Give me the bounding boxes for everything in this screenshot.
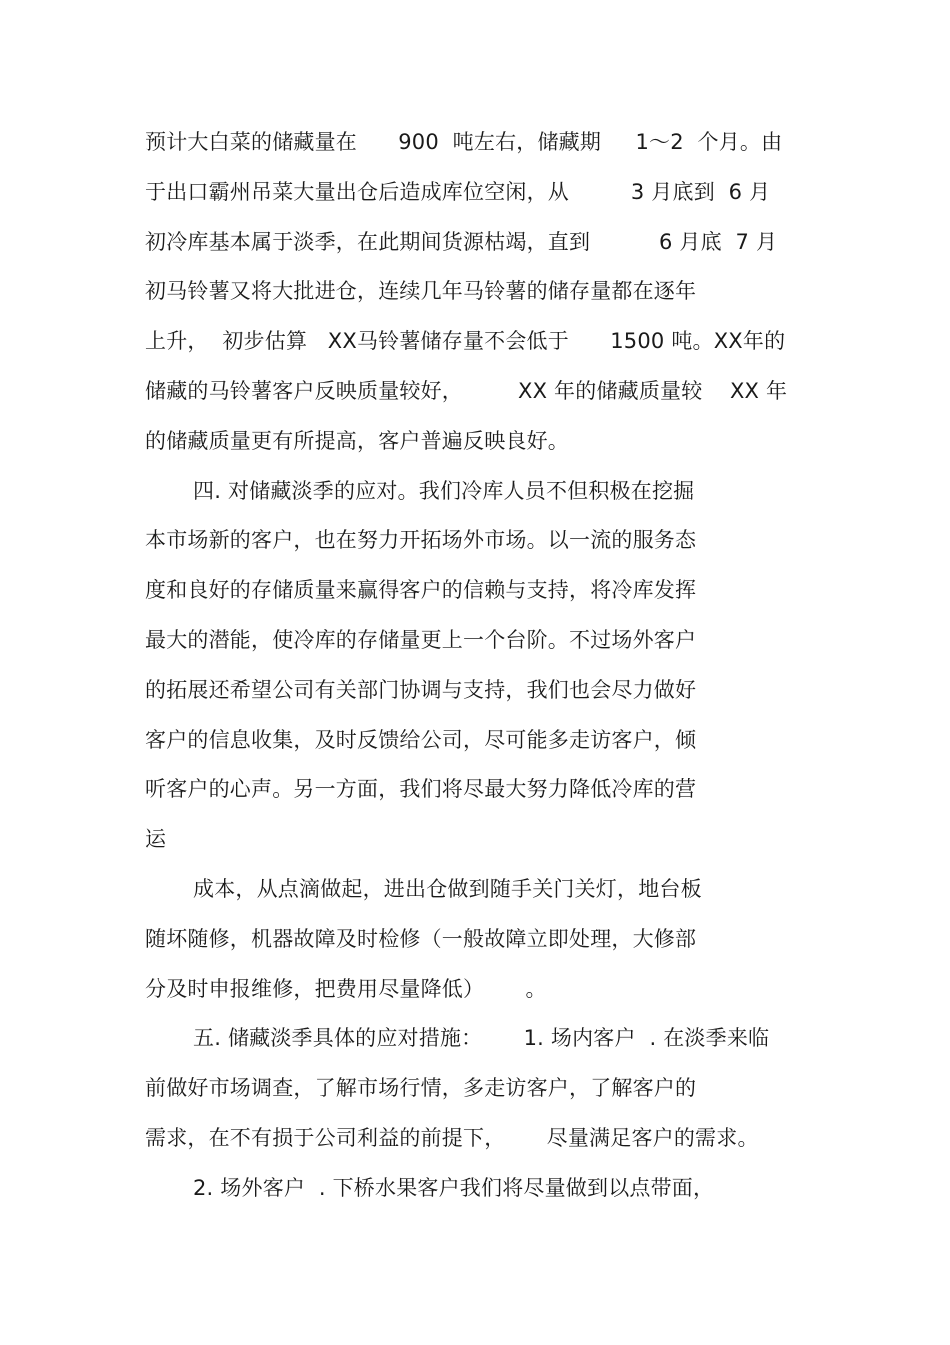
text-line: 前做好市场调查，了解市场行情，多走访客户，了解客户的 — [145, 1076, 697, 1100]
text-line: 储藏的马铃薯客户反映质量较好， XX 年的储藏质量较 XX 年 — [145, 379, 788, 403]
text-line: 最大的潜能，使冷库的存储量更上一个台阶。不过场外客户 — [145, 628, 697, 652]
paragraph-five-start: 五. 储藏淡季具体的应对措施： 1. 场内客户 . 在淡季来临 — [193, 1026, 770, 1050]
paragraph-outside-start: 2. 场外客户 . 下桥水果客户我们将尽量做到以点带面， — [193, 1176, 715, 1200]
text-line: 分及时申报维修，把费用尽量降低） 。 — [145, 977, 547, 1001]
text-line: 需求，在不有损于公司利益的前提下， 尽量满足客户的需求。 — [145, 1126, 759, 1150]
text-line: 初冷库基本属于淡季，在此期间货源枯竭，直到 6 月底 7 月 — [145, 230, 778, 254]
paragraph-four-start: 四. 对储藏淡季的应对。我们冷库人员不但积极在挖掘 — [193, 479, 695, 503]
text-line: 随坏随修，机器故障及时检修（一般故障立即处理，大修部 — [145, 927, 697, 951]
text-line: 客户的信息收集，及时反馈给公司，尽可能多走访客户，倾 — [145, 728, 697, 752]
text-line: 本市场新的客户，也在努力开拓场外市场。以一流的服务态 — [145, 528, 697, 552]
text-line: 度和良好的存储质量来赢得客户的信赖与支持，将冷库发挥 — [145, 578, 697, 602]
text-line: 上升， 初步估算 XX马铃薯储存量不会低于 1500 吨。XX年的 — [145, 329, 786, 353]
text-line: 预计大白菜的储藏量在 900 吨左右，储藏期 1～2 个月。由 — [145, 130, 783, 154]
text-line: 的储藏质量更有所提高，客户普遍反映良好。 — [145, 429, 569, 453]
text-line: 听客户的心声。另一方面，我们将尽最大努力降低冷库的营 — [145, 777, 697, 801]
text-line: 的拓展还希望公司有关部门协调与支持，我们也会尽力做好 — [145, 678, 697, 702]
text-line: 初马铃薯又将大批进仓，连续几年马铃薯的储存量都在逐年 — [145, 279, 697, 303]
text-line: 于出口霸州吊菜大量出仓后造成库位空闲，从 3 月底到 6 月 — [145, 180, 771, 204]
text-line: 运 — [145, 827, 167, 851]
paragraph-cost-start: 成本，从点滴做起，进出仓做到随手关门关灯，地台板 — [193, 877, 702, 901]
